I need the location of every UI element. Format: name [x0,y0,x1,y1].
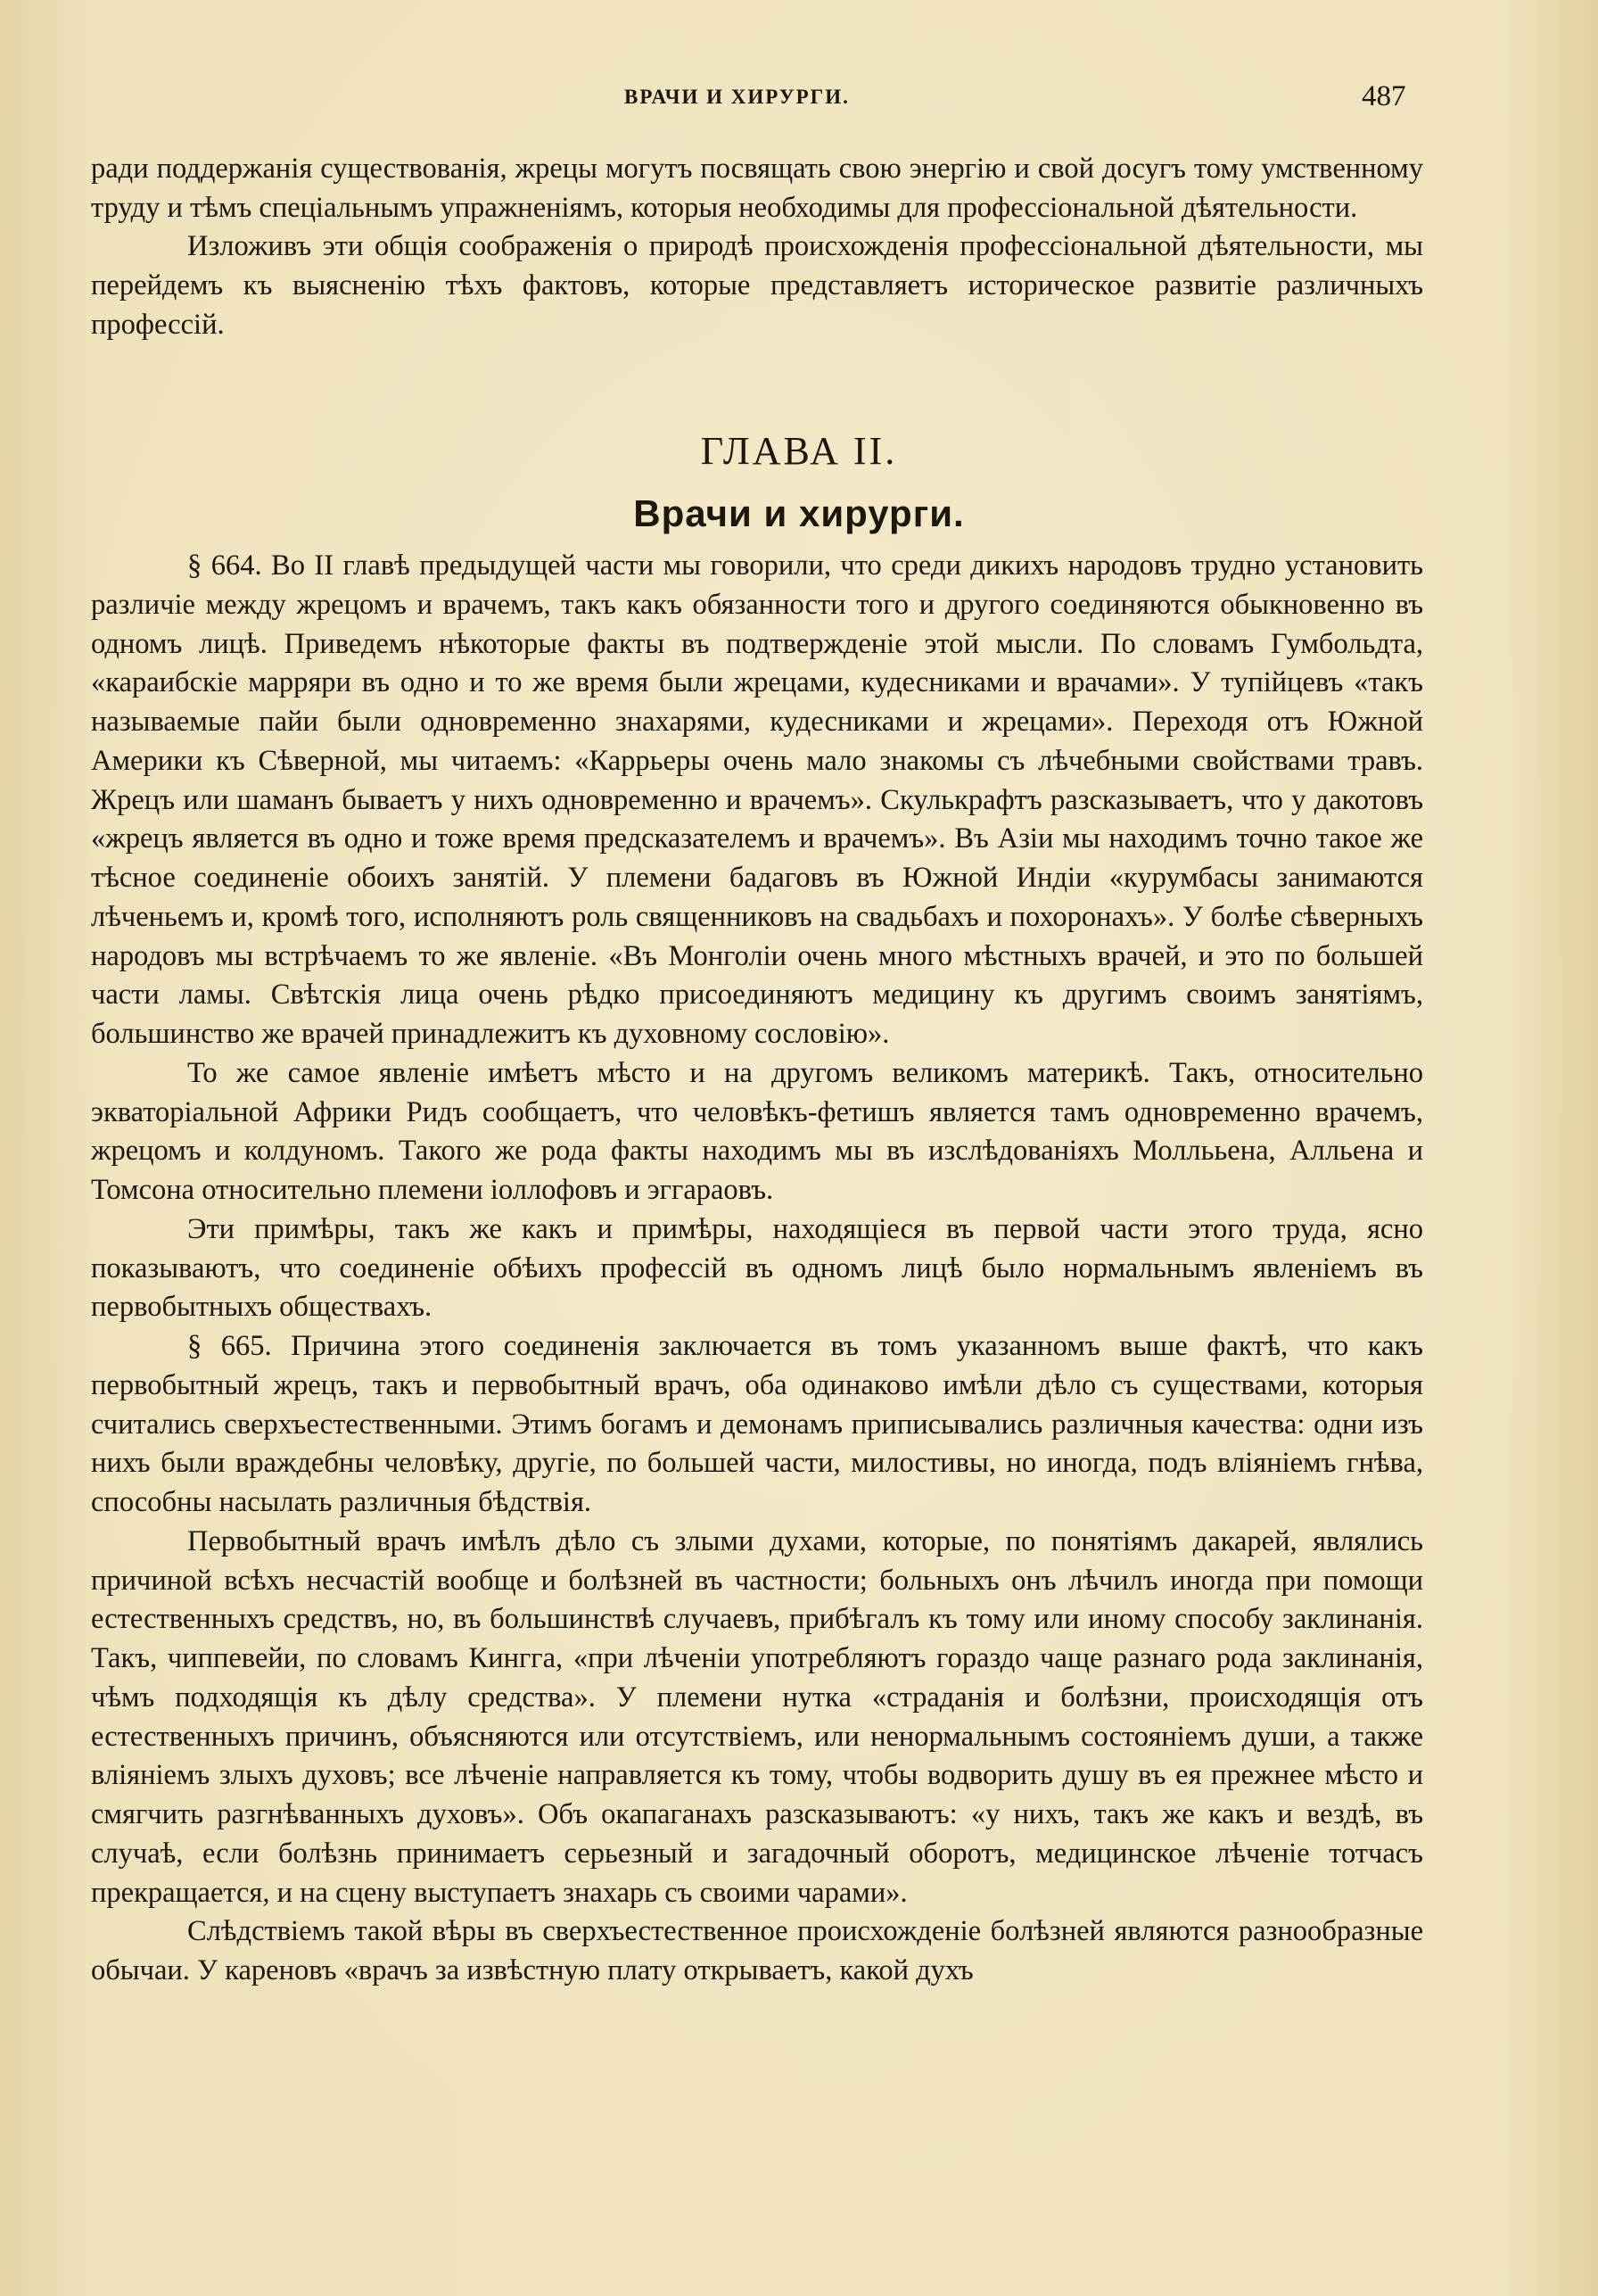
running-head [0,80,1598,116]
body-paragraph-5: Первобытный врачъ имѣлъ дѣло съ злыми духами, которые, по понятіямъ дакарей, являлись причиной всѣхъ несчастій вообще и болѣзней въ частности; больныхъ онъ лѣчилъ иногда при помощи естественныхъ средствъ, но, въ большинствѣ случаевъ, прибѣгалъ къ тому или иному способу заклинанія. Такъ, чиппевейи, по словамъ Кингга, «при лѣченіи употребляютъ гораздо чаще разнаго рода заклинанія, чѣмъ подходящія къ дѣлу средства». У племени нутка «страданія и болѣзни, происходящія отъ естественныхъ причинъ, объясняются или отсутствіемъ, или ненормальнымъ состояніемъ души, а также вліяніемъ злыхъ духовъ; все лѣченіе направляется къ тому, чтобы водворить душу въ ея прежнее мѣсто и смягчить разгнѣванныхъ духовъ». Объ окапаганахъ разсказываютъ: «у нихъ, такъ же какъ и вездѣ, въ случаѣ, если болѣзнь принимаетъ серьезный и загадочный оборотъ, медицинское лѣченіе тотчасъ прекращается, и на сцену выступаетъ знахарь съ своими чарами». [91,1524,1423,1909]
intro-paragraph-2: Изложивъ эти общія соображенія о природѣ происхожденія профессіональной дѣятельности, мы перейдемъ къ выясненію тѣхъ фактовъ, которые представляетъ историческое развитіе различныхъ профессій. [91,230,1423,341]
body-paragraph-1: § 664. Во II главѣ предыдущей части мы говорили, что среди дикихъ народовъ трудно установить различіе между жрецомъ и врачемъ, такъ какъ обязанности того и другого соединяются обыкновенно въ одномъ лицѣ. Приведемъ нѣкоторые факты въ подтвержденіе этой мысли. По словамъ Гумбольдта, «караибскіе марряри въ одно и то же время были жрецами, кудесниками и врачами». У тупійцевъ «такъ называемые пайи были одновременно знахарями, кудесниками и жрецами». Переходя отъ Южной Америки къ Сѣверной, мы читаемъ: «Каррьеры очень мало знакомы съ лѣчебными свойствами травъ. Жрецъ или шаманъ бываетъ у нихъ одновременно и врачемъ». Скулькрафтъ разсказываетъ, что у дакотовъ «жрецъ является въ одно и тоже время предсказателемъ и врачемъ». Въ Азіи мы находимъ точно такое же тѣсное соединеніе обоихъ занятій. У племени бадаговъ въ Южной Индіи «курумбасы занимаются лѣченьемъ и, кромѣ того, исполняютъ роль священниковъ на свадьбахъ и похоронахъ». У болѣе сѣверныхъ народовъ мы встрѣчаемъ то же явленіе. «Въ Монголіи очень много мѣстныхъ врачей, и это по большей части ламы. Свѣтскія лица очень рѣдко присоединяютъ медицину къ другимъ своимъ занятіямъ, большинство же врачей принадлежитъ къ духовному сословію». [91,549,1423,1050]
body-paragraph-3: Эти примѣры, такъ же какъ и примѣры, находящіеся въ первой части этого труда, ясно показываютъ, что соединеніе обѣихъ профессій въ одномъ лицѣ было нормальнымъ явленіемъ въ первобытныхъ обществахъ. [91,1212,1423,1324]
body-paragraph-6: Слѣдствіемъ такой вѣры въ сверхъестественное происхожденіе болѣзней являются разнообразные обычаи. У кареновъ «врачъ за извѣстную плату открываетъ, какой духъ [91,1915,1423,1986]
chapter-body [91,547,1423,1991]
page-number: 487 [1362,80,1406,112]
body-paragraph-2: То же самое явленіе имѣетъ мѣсто и на другомъ великомъ материкѣ. Такъ, относительно экваторіальной Африки Ридъ сообщаетъ, что человѣкъ-фетишъ является тамъ одновременно врачемъ, жрецомъ и колдуномъ. Такого же рода факты находимъ мы въ изслѣдованіяхъ Моллььена, Алльена и Томсона относительно племени іоллофовъ и эггараовъ. [91,1056,1423,1206]
chapter-title: Врачи и хирурги. [633,492,965,534]
body-paragraph-4: § 665. Причина этого соединенія заключается въ томъ указанномъ выше фактѣ, что какъ первобытный жрецъ, такъ и первобытный врачъ, оба одинаково имѣли дѣло съ существами, которыя считались сверхъестественными. Этимъ богамъ и демонамъ приписывались различныя качества: одни изъ нихъ были враждебны человѣку, другіе, по большей части, милостивы, но иногда, подъ вліяніемъ гнѣва, способны насылать различныя бѣдствія. [91,1330,1423,1518]
intro-paragraph-1: ради поддержанія существованія, жрецы могутъ посвящать свою энергію и свой досугъ тому умственному труду и тѣмъ спеціальнымъ упражненіямъ, которыя необходимы для профессіональной дѣятельности. [91,153,1423,224]
intro-text [91,150,1423,345]
chapter-number: ГЛАВА II. [700,429,898,473]
running-title: ВРАЧИ И ХИРУРГИ. [624,86,850,108]
